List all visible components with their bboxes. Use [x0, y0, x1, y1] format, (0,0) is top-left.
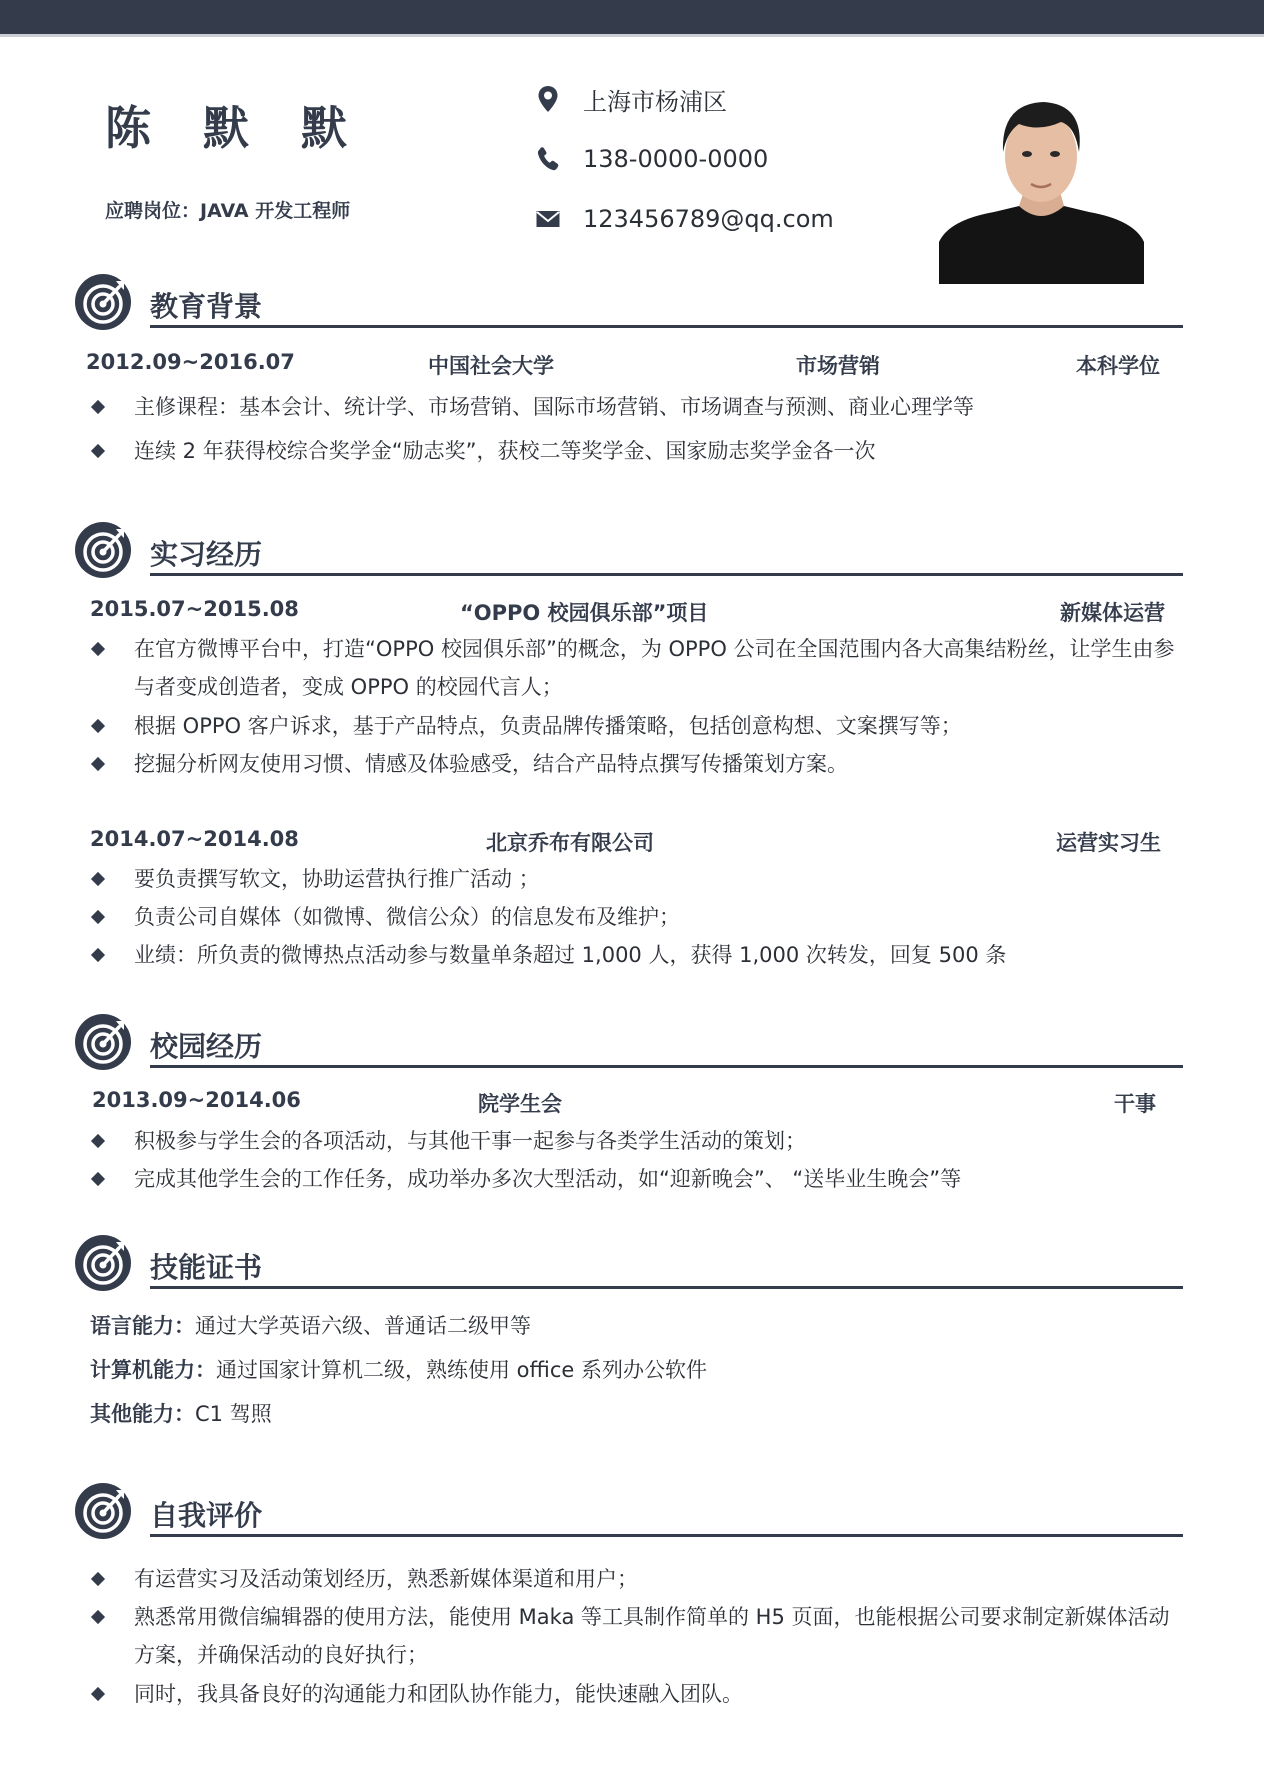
bullet-diamond-icon	[91, 719, 105, 733]
top-banner	[0, 0, 1264, 34]
target-icon	[74, 1013, 132, 1071]
bullet-diamond-icon	[91, 444, 105, 458]
bullet-diamond-icon	[91, 872, 105, 886]
education-entry	[0, 350, 1264, 384]
bullet-diamond-icon	[91, 1572, 105, 1586]
contact-location	[533, 79, 727, 119]
internship-entry	[0, 827, 1264, 861]
skill-language: 语言能力：通过大学英语六级、普通话二级甲等	[90, 1314, 531, 1338]
internship-org: “OPPO 校园俱乐部”项目	[460, 601, 709, 625]
section-divider	[150, 1065, 1183, 1068]
internship-role: 新媒体运营	[1060, 601, 1165, 625]
skill-other: 其他能力：C1 驾照	[90, 1402, 272, 1426]
contact-phone	[533, 139, 768, 179]
internship-date: 2015.07~2015.08	[90, 597, 299, 621]
section-title-self-eval: 自我评价	[150, 1499, 263, 1532]
section-divider	[150, 573, 1183, 576]
target-icon	[74, 1482, 132, 1540]
contact-location-text: 上海市杨浦区	[583, 87, 727, 116]
internship-date: 2014.07~2014.08	[90, 827, 299, 851]
campus-date: 2013.09~2014.06	[92, 1088, 301, 1112]
bullet-diamond-icon	[91, 1610, 105, 1624]
section-divider	[150, 325, 1183, 328]
section-title-internship: 实习经历	[150, 538, 263, 571]
section-title-skills: 技能证书	[150, 1251, 263, 1284]
section-title-education: 教育背景	[150, 290, 263, 323]
bullet-diamond-icon	[91, 948, 105, 962]
target-icon	[74, 1234, 132, 1292]
campus-role: 干事	[1114, 1092, 1156, 1116]
target-icon	[74, 521, 132, 579]
target-icon	[74, 273, 132, 331]
contact-email	[533, 199, 834, 239]
job-position	[105, 196, 350, 223]
contact-phone-text: 138-0000-0000	[583, 145, 769, 173]
bullet-diamond-icon	[91, 1172, 105, 1186]
bullet-diamond-icon	[91, 910, 105, 924]
section-divider	[150, 1286, 1183, 1289]
education-degree: 本科学位	[1076, 354, 1160, 378]
top-banner-underline	[0, 34, 1264, 37]
section-title-campus: 校园经历	[150, 1030, 263, 1063]
campus-entry	[0, 1088, 1264, 1122]
job-position-label: 应聘岗位：	[105, 200, 201, 222]
bullet-diamond-icon	[91, 642, 105, 656]
job-position-value: JAVA 开发工程师	[200, 200, 351, 222]
bullet-diamond-icon	[91, 1134, 105, 1148]
education-date: 2012.09~2016.07	[86, 350, 295, 374]
internship-role: 运营实习生	[1056, 831, 1161, 855]
section-divider	[150, 1534, 1183, 1537]
location-pin-icon	[533, 84, 563, 114]
envelope-icon	[533, 204, 563, 234]
campus-org: 院学生会	[478, 1092, 562, 1116]
internship-org: 北京乔布有限公司	[486, 831, 654, 855]
internship-entry	[0, 597, 1264, 631]
phone-icon	[533, 144, 563, 174]
bullet-diamond-icon	[91, 400, 105, 414]
profile-photo	[939, 92, 1144, 284]
bullet-diamond-icon	[91, 757, 105, 771]
education-school: 中国社会大学	[428, 354, 554, 378]
contact-email-text: 123456789@qq.com	[583, 205, 834, 233]
education-major: 市场营销	[796, 354, 880, 378]
candidate-name: 陈 默 默	[105, 101, 366, 155]
bullet-diamond-icon	[91, 1687, 105, 1701]
skill-computer: 计算机能力：通过国家计算机二级，熟练使用 office 系列办公软件	[90, 1358, 707, 1382]
